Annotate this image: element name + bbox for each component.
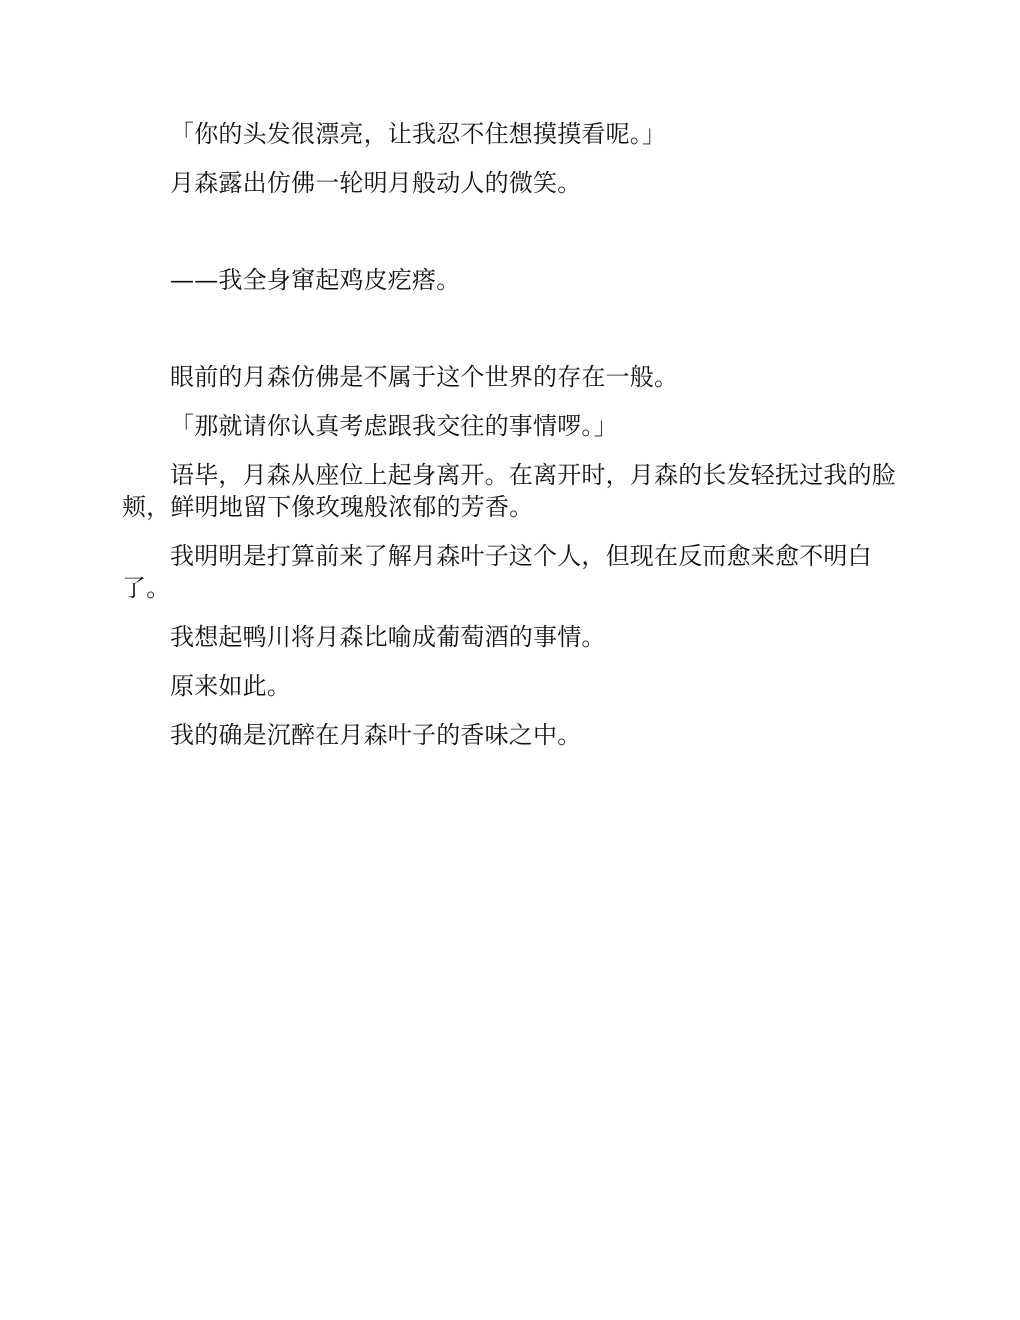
paragraph: ——我全身窜起鸡皮疙瘩。	[170, 266, 461, 294]
paragraph: 「那就请你认真考虑跟我交往的事情啰。」	[170, 412, 618, 440]
paragraph: 「你的头发很漂亮，让我忍不住想摸摸看呢。」	[170, 120, 667, 148]
body-text	[122, 118, 898, 751]
paragraph: 原来如此。	[170, 672, 291, 700]
paragraph: 我的确是沉醉在月森叶子的香味之中。	[170, 721, 582, 749]
paragraph: 我明明是打算前来了解月森叶子这个人，但现在反而愈来愈不明白了。	[122, 542, 872, 602]
paragraph: 眼前的月森仿佛是不属于这个世界的存在一般。	[170, 363, 679, 391]
paragraph: 我想起鸭川将月森比喻成葡萄酒的事情。	[170, 623, 606, 651]
paragraph: 语毕，月森从座位上起身离开。在离开时，月森的长发轻抚过我的脸颊，鲜明地留下像玫瑰般浓郁的芳香。	[122, 461, 896, 521]
paragraph: 月森露出仿佛一轮明月般动人的微笑。	[170, 169, 582, 197]
